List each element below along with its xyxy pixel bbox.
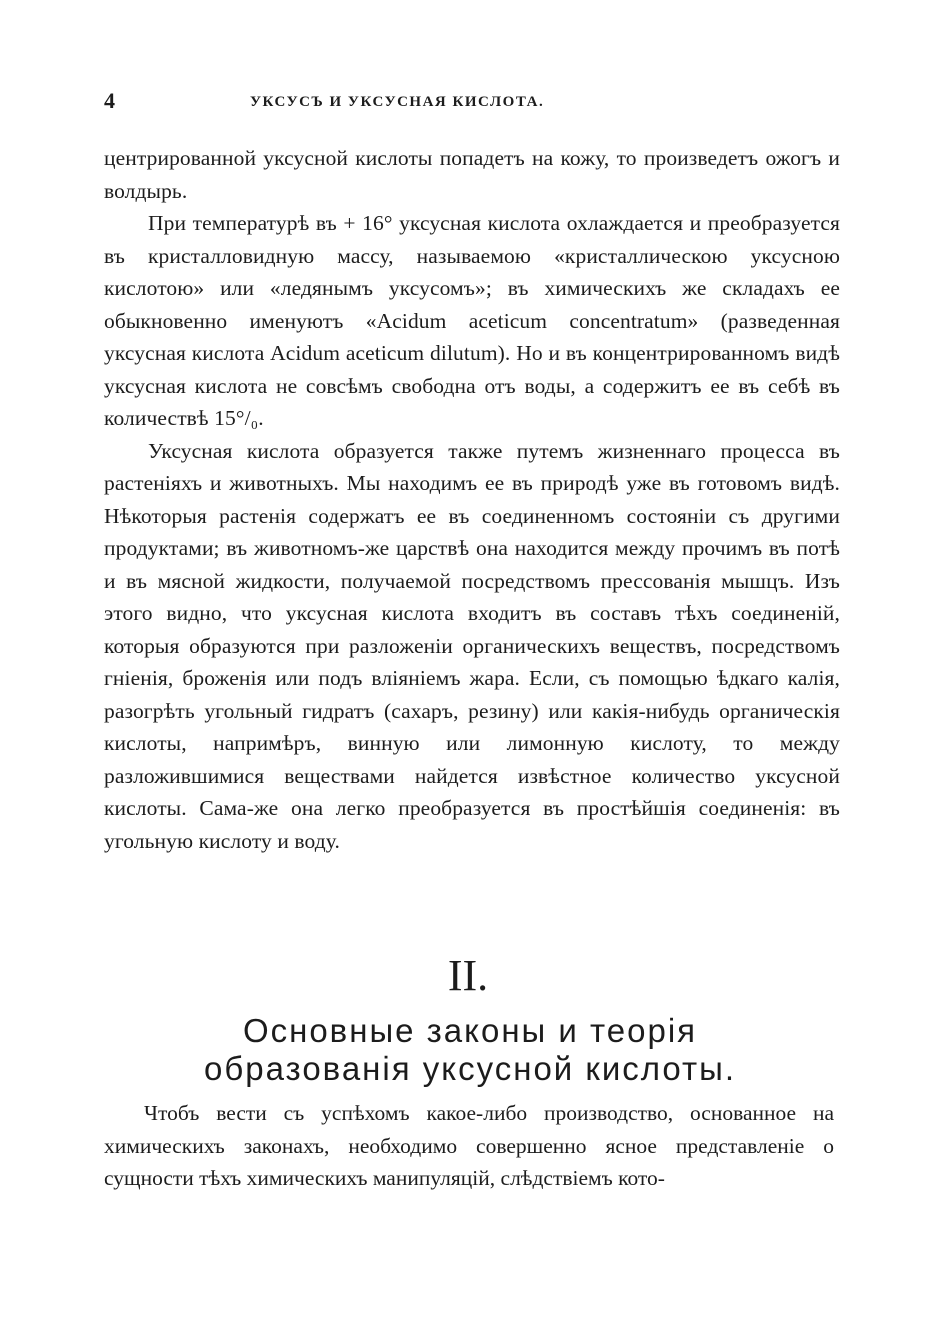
section-1-text xyxy=(104,142,840,857)
running-title: УКСУСЪ И УКСУСНАЯ КИСЛОТА. xyxy=(250,94,545,110)
paragraph: центрированной уксусной кислоты попадетъ на кожу, то произведетъ ожогъ и волдырь. xyxy=(104,146,840,203)
chapter-title-line-1: Основные законы и теорія xyxy=(242,1012,698,1049)
chapter-number: II. xyxy=(447,951,489,1000)
paragraph: При температурѣ въ + 16° уксусная кислота охлаждается и преобразуется въ кристалловидную массу, называемою «кристаллическою уксусною кислотою» или «ледянымъ уксусомъ»; въ химическихъ же складахъ ее обыкновенно именуютъ «Acidum aceticum concentratum» (разведенная уксусная кислота Acidum aceticum dilutum). Но и въ концентрированномъ видѣ уксусная кислота не совсѣмъ свободна отъ воды, а содержитъ ее въ себѣ въ количествѣ 15°/₀. xyxy=(104,211,840,430)
paragraph: Чтобъ вести съ успѣхомъ какое-либо производство, основанное на химическихъ законахъ, необходимо совершенно ясное представленіе о сущности тѣхъ химическихъ манипуляцій, слѣдствіемъ кото- xyxy=(104,1101,834,1190)
chapter-title xyxy=(120,1012,820,1088)
section-2-text xyxy=(104,1097,834,1195)
paragraph: Уксусная кислота образуется также путемъ жизненнаго процесса въ растеніяхъ и животныхъ. Мы находимъ ее въ природѣ уже въ готовомъ видѣ. Нѣкоторыя растенія содержатъ ее въ соединенномъ состояніи съ другими продуктами; въ животномъ-же царствѣ она находится между прочимъ въ потѣ и въ мясной жидкости, получаемой посредствомъ прессованія мышцъ. Изъ этого видно, что уксусная кислота входитъ въ составъ тѣхъ соединеній, которыя образуются при разложеніи органическихъ веществъ, посредствомъ гніенія, броженія или подъ вліяніемъ жара. Если, съ помощью ѣдкаго калія, разогрѣть угольный гидратъ (сахаръ, резину) или какія-нибудь органическія кислоты, напримѣръ, винную или лимонную кислоту, то между разложившимися веществами найдется извѣстное количество уксусной кислоты. Сама-же она легко преобразуется въ простѣйшія соединенія: въ угольную кислоту и воду. xyxy=(104,438,840,853)
chapter-title-line-2: образованія уксусной кислоты. xyxy=(203,1050,737,1087)
page-number: 4 xyxy=(104,88,115,113)
